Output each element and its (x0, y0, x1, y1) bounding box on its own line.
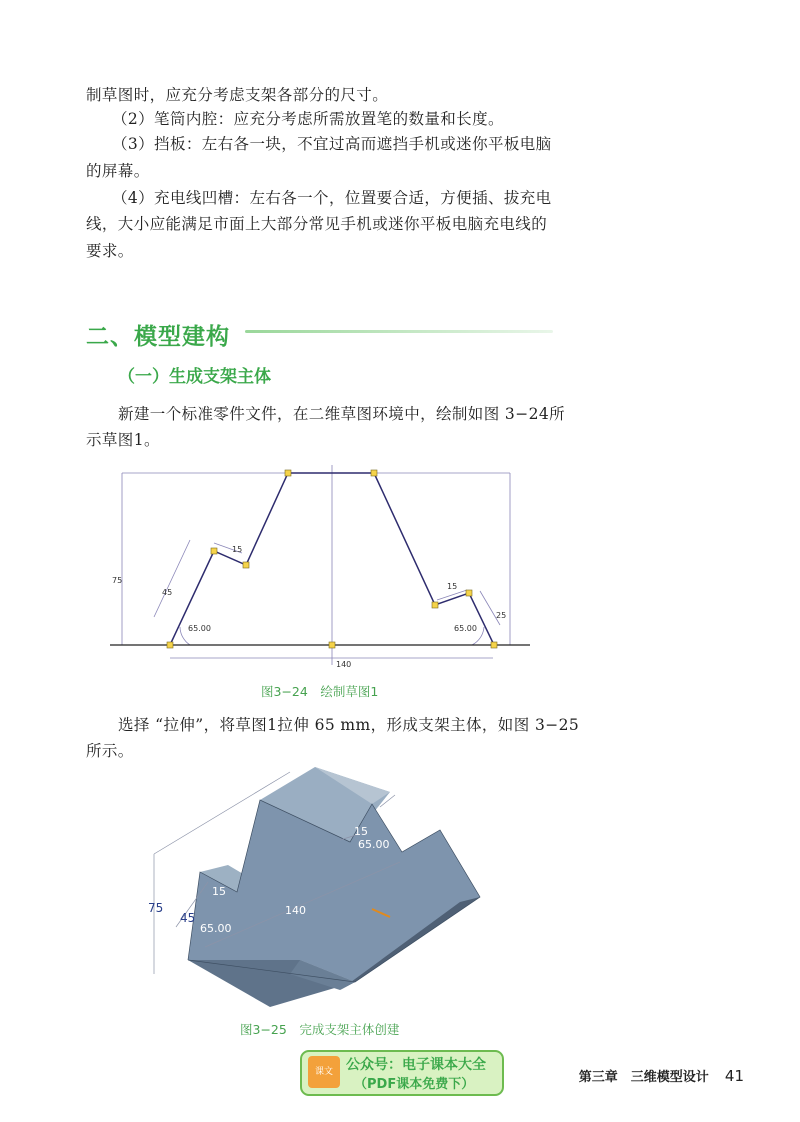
fig25-dim-right-notch: 15 (354, 825, 368, 838)
page-number: 41 (724, 1067, 744, 1085)
intro-line-5: （4）充电线凹槽：左右各一个，位置要合适，方便插、拔充电 (112, 189, 552, 207)
intro-line-7: 要求。 (86, 242, 134, 260)
intro-line-4: 的屏幕。 (86, 162, 150, 180)
figure-3-25-model (140, 762, 500, 1017)
fig24-dim-right-notch: 15 (447, 582, 458, 591)
subsection-title: （一）生成支架主体 (118, 367, 271, 387)
fig25-dim-right-slant: 25 (384, 809, 398, 822)
fig24-dim-right-slant: 25 (496, 611, 507, 620)
intro-line-6: 线，大小应能满足市面上大部分常见手机或迷你平板电脑充电线的 (86, 215, 548, 233)
fig25-dim-right-angle: 65.00 (358, 838, 390, 851)
para2-line-1: 选择 “拉伸”，将草图1拉伸 65 mm，形成支架主体，如图 3−25 (118, 716, 580, 734)
fig25-dim-height: 75 (148, 901, 164, 915)
fig25-dim-left-notch: 15 (212, 885, 226, 898)
intro-line-3: （3）挡板：左右各一块，不宜过高而遮挡手机或迷你平板电脑 (112, 135, 552, 153)
para1-line-2: 示草图1。 (86, 431, 160, 449)
watermark-line-2: （PDF课本免费下） (354, 1077, 475, 1092)
fig24-dim-left-angle: 65.00 (188, 624, 211, 633)
figure-3-24-caption: 图3−24 绘制草图1 (261, 684, 379, 699)
watermark-badge (300, 1050, 504, 1096)
section-rule (245, 330, 553, 333)
para2-line-2: 所示。 (86, 742, 134, 760)
figure-3-24-sketch (110, 455, 530, 675)
book-icon: 课文 (308, 1056, 340, 1088)
chapter-title: 第三章 三维模型设计 (578, 1070, 709, 1085)
fig24-dim-height: 75 (112, 576, 123, 585)
page-footer (579, 1066, 744, 1085)
fig24-dim-right-angle: 65.00 (454, 624, 477, 633)
fig24-dim-base: 140 (336, 660, 352, 669)
fig25-dim-base: 140 (285, 904, 306, 917)
para1-line-1: 新建一个标准零件文件，在二维草图环境中，绘制如图 3−24所 (118, 405, 566, 423)
fig25-dim-left-slant: 45 (180, 911, 196, 925)
fig24-dim-left-slant: 45 (162, 588, 173, 597)
figure-3-25-caption: 图3−25 完成支架主体创建 (240, 1022, 400, 1037)
intro-line-2: （2）笔筒内腔：应充分考虑所需放置笔的数量和长度。 (112, 110, 504, 128)
watermark-line-1: 公众号：电子课本大全 (346, 1057, 486, 1073)
fig25-dim-left-angle: 65.00 (200, 922, 232, 935)
intro-line-1: 制草图时，应充分考虑支架各部分的尺寸。 (86, 86, 389, 104)
fig24-dim-left-notch: 15 (232, 545, 243, 554)
section-title: 二、模型建构 (86, 324, 230, 350)
